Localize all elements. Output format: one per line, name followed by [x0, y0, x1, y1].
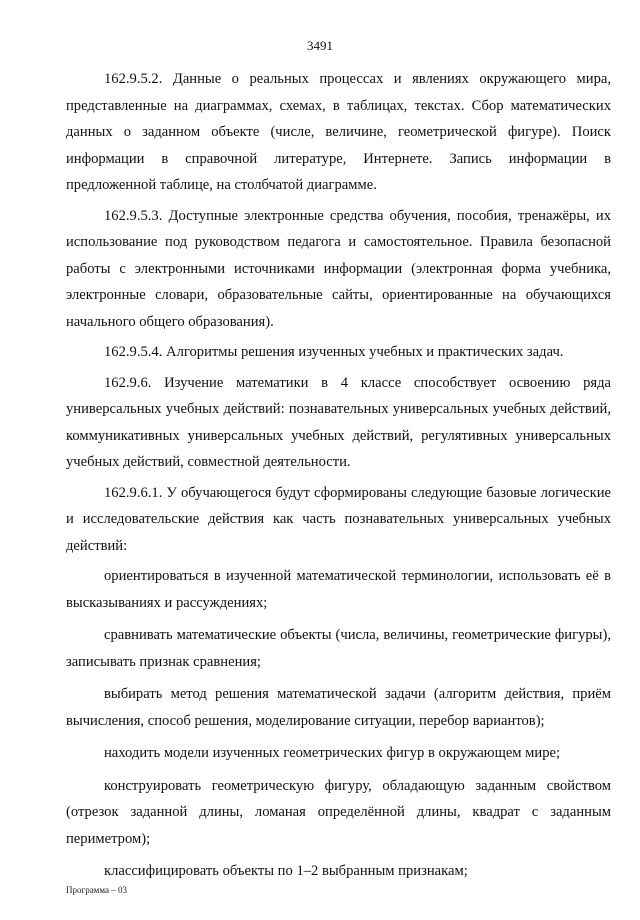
paragraph-number: 162.9.6.1. — [104, 484, 163, 501]
list-item: выбирать метод решения математической задачи (алгоритм действия, приём вычисления, способ решения, моделирование ситуации, перебор вариантов); — [66, 686, 611, 729]
paragraph-162-9-5-4 — [66, 339, 611, 366]
document-body — [66, 66, 611, 891]
list-item: конструировать геометрическую фигуру, обладающую заданным свойством (отрезок заданной длины, ломаная определённой длины, квадрат с заданным периметром); — [66, 777, 611, 847]
paragraph-number: 162.9.5.2. — [104, 71, 163, 87]
list-item: находить модели изученных геометрических фигур в окружающем мире; — [104, 745, 561, 761]
list-item: ориентироваться в изученной математической терминологии, использовать её в высказываниях и рассуждениях; — [66, 568, 611, 611]
paragraph-text: Алгоритмы решения изученных учебных и практических задач. — [166, 344, 564, 360]
list-item: классифицировать объекты по 1–2 выбранным признакам; — [104, 863, 468, 879]
list-item: сравнивать математические объекты (числа, величины, геометрические фигуры), записывать признак сравнения; — [66, 627, 611, 670]
paragraph-number: 162.9.5.3. — [104, 207, 163, 224]
page-number: 3491 — [307, 38, 333, 53]
paragraph-162-9-5-2 — [66, 66, 611, 199]
paragraph-162-9-6-1 — [66, 480, 611, 560]
paragraph-text: Данные о реальных процессах и явлениях окружающего мира, представленные на диаграммах, схемах, в таблицах, текстах. Сбор математических данных о заданном объекте (числе, величине, геометрической фигуре). Поиск информации в справочной литературе, Интернете. Запись информации в предложенной таблице, на столбчатой диаграмме. — [66, 71, 611, 193]
paragraph-text: У обучающегося будут сформированы следующие базовые логические и исследовательские действия как часть познавательных универсальных учебных действий: — [66, 484, 612, 554]
paragraph-text: Доступные электронные средства обучения, пособия, тренажёры, их использование под руководством педагога и самостоятельное. Правила безопасной работы с электронными источниками информации (электронная форма учебника, электронные словари, образовательные сайты, ориентированные на обучающихся начального общего образования). — [66, 207, 612, 330]
paragraph-162-9-6 — [66, 370, 611, 476]
paragraph-number: 162.9.6. — [104, 374, 152, 391]
paragraph-162-9-5-3 — [66, 203, 611, 336]
paragraph-text: Изучение математики в 4 классе способствует освоению ряда универсальных учебных действий: познавательных универсальных учебных действий, коммуникативных универсальных учебных действий, регулятивных универсальных учебных действий, совместной деятельности. — [66, 374, 611, 470]
paragraph-number: 162.9.5.4. — [104, 344, 163, 360]
page-footer: Программа – 03 — [66, 885, 128, 895]
